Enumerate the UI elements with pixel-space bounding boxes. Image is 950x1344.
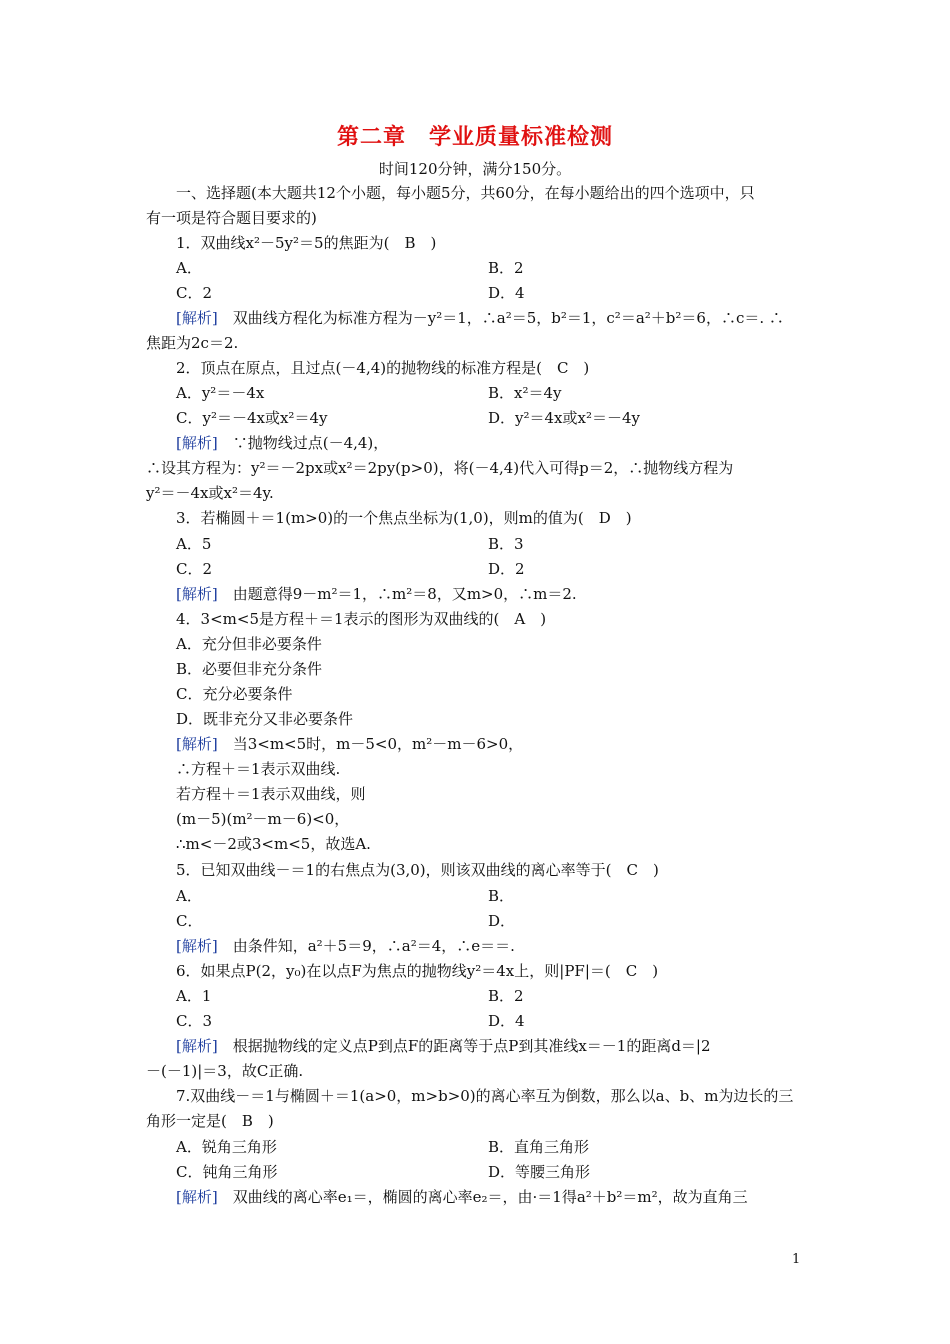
page-number: 1: [792, 1252, 801, 1267]
q5-option-b: B．: [488, 887, 515, 905]
q5-option-a: A．: [176, 887, 202, 905]
q4-option-a: A．充分但非必要条件: [176, 635, 322, 653]
q4-analysis-cont-2: 若方程＋＝1表示双曲线，则: [176, 785, 366, 803]
section-intro-cont: 有一项是符合题目要求的): [146, 209, 317, 227]
q6-analysis-text: 根据抛物线的定义点P到点F的距离等于点P到其准线x＝－1的距离d＝|2: [217, 1037, 711, 1055]
q4-analysis-text: 当3<m<5时，m－5<0，m²－m－6>0，: [217, 735, 524, 753]
question-3-stem: 3．若椭圆＋＝1(m>0)的一个焦点坐标为(1,0)，则m的值为( D ): [176, 509, 632, 527]
analysis-tag: [解析]: [176, 1037, 218, 1055]
page-title: 第二章 学业质量标准检测: [336, 124, 613, 150]
question-4-stem: 4．3<m<5是方程＋＝1表示的图形为双曲线的( A ): [176, 610, 547, 628]
q4-option-d: D．既非充分又非必要条件: [176, 710, 354, 728]
analysis-tag: [解析]: [176, 735, 218, 753]
q1-option-a: A．: [176, 259, 202, 277]
question-1-stem: 1．双曲线x²－5y²＝5的焦距为( B ): [176, 234, 437, 252]
question-7-stem: 7.双曲线－＝1与椭圆＋＝1(a>0，m>b>0)的离心率互为倒数，那么以a、b、m为边长的三: [176, 1087, 794, 1105]
q6-option-c: C．3: [176, 1012, 213, 1030]
q7-option-c: C．钝角三角形: [176, 1163, 278, 1181]
q1-option-d: D．4: [488, 284, 525, 302]
q4-analysis-cont-4: ∴m<－2或3<m<5，故选A.: [176, 835, 371, 853]
q3-analysis-text: 由题意得9－m²＝1，∴m²＝8，又m>0，∴m＝2.: [217, 585, 577, 603]
q5-analysis: [176, 936, 840, 956]
q3-option-d: D．2: [488, 560, 525, 578]
q2-option-a: A．y²＝－4x: [176, 384, 265, 402]
q5-option-d: D．: [488, 912, 516, 930]
q4-analysis-cont-3: (m－5)(m²－m－6)<0，: [176, 810, 350, 828]
q2-option-c: C．y²＝－4x或x²＝4y: [176, 409, 328, 427]
analysis-tag: [解析]: [176, 585, 218, 603]
exam-info: 时间120分钟，满分150分。: [378, 160, 572, 178]
q7-option-a: A．锐角三角形: [176, 1138, 277, 1156]
q2-option-b: B．x²＝4y: [488, 384, 562, 402]
q6-analysis-cont: －(－1)|＝3，故C正确.: [146, 1062, 304, 1080]
q6-analysis: [176, 1036, 840, 1056]
question-5-stem: 5．已知双曲线－＝1的右焦点为(3,0)，则该双曲线的离心率等于( C ): [176, 861, 659, 879]
question-6-stem: 6．如果点P(2，y₀)在以点F为焦点的抛物线y²＝4x上，则|PF|＝( C ): [176, 962, 659, 980]
q3-analysis: [176, 584, 840, 604]
question-2-stem: 2．顶点在原点，且过点(－4,4)的抛物线的标准方程是( C ): [176, 359, 590, 377]
q5-analysis-text: 由条件知，a²＋5＝9，∴a²＝4，∴e＝＝.: [217, 937, 515, 955]
q4-analysis-cont: ∴方程＋＝1表示双曲线.: [176, 760, 341, 778]
q4-option-c: C．充分必要条件: [176, 685, 293, 703]
q2-analysis-text: ∵抛物线过点(－4,4)，: [217, 434, 389, 452]
q1-analysis-cont: 焦距为2c＝2.: [146, 334, 239, 352]
analysis-tag: [解析]: [176, 1188, 218, 1206]
q7-analysis-text: 双曲线的离心率e₁＝，椭圆的离心率e₂＝，由·＝1得a²＋b²＝m²，故为直角三: [217, 1188, 748, 1206]
section-intro: 一、选择题(本大题共12个小题，每小题5分，共60分，在每小题给出的四个选项中，只: [176, 184, 755, 202]
q1-analysis-text: 双曲线方程化为标准方程为－y²＝1，∴a²＝5，b²＝1，c²＝a²＋b²＝6，∴c＝. ∴: [217, 309, 784, 327]
analysis-tag: [解析]: [176, 309, 218, 327]
q3-option-c: C．2: [176, 560, 213, 578]
q7-option-b: B．直角三角形: [488, 1138, 590, 1156]
analysis-tag: [解析]: [176, 937, 218, 955]
q3-option-a: A．5: [176, 535, 212, 553]
q3-option-b: B．3: [488, 535, 524, 553]
q4-option-b: B．必要但非充分条件: [176, 660, 323, 678]
q1-option-c: C．2: [176, 284, 213, 302]
q2-option-d: D．y²＝4x或x²＝－4y: [488, 409, 641, 427]
q2-analysis-cont-2: y²＝－4x或x²＝4y.: [146, 484, 274, 502]
q2-analysis: [176, 433, 840, 453]
analysis-tag: [解析]: [176, 434, 218, 452]
q6-option-a: A．1: [176, 987, 212, 1005]
q6-option-d: D．4: [488, 1012, 525, 1030]
q2-analysis-cont: ∴设其方程为：y²＝－2px或x²＝2py(p>0)，将(－4,4)代入可得p＝2，∴抛物线方程为: [146, 459, 734, 477]
q7-option-d: D．等腰三角形: [488, 1163, 591, 1181]
q1-analysis: [176, 308, 840, 328]
question-7-stem-cont: 角形一定是( B ): [146, 1112, 274, 1130]
q5-option-c: C．: [176, 912, 203, 930]
q7-analysis: [176, 1187, 840, 1207]
q4-analysis: [176, 734, 840, 754]
q6-option-b: B．2: [488, 987, 524, 1005]
q1-option-b: B．2: [488, 259, 524, 277]
